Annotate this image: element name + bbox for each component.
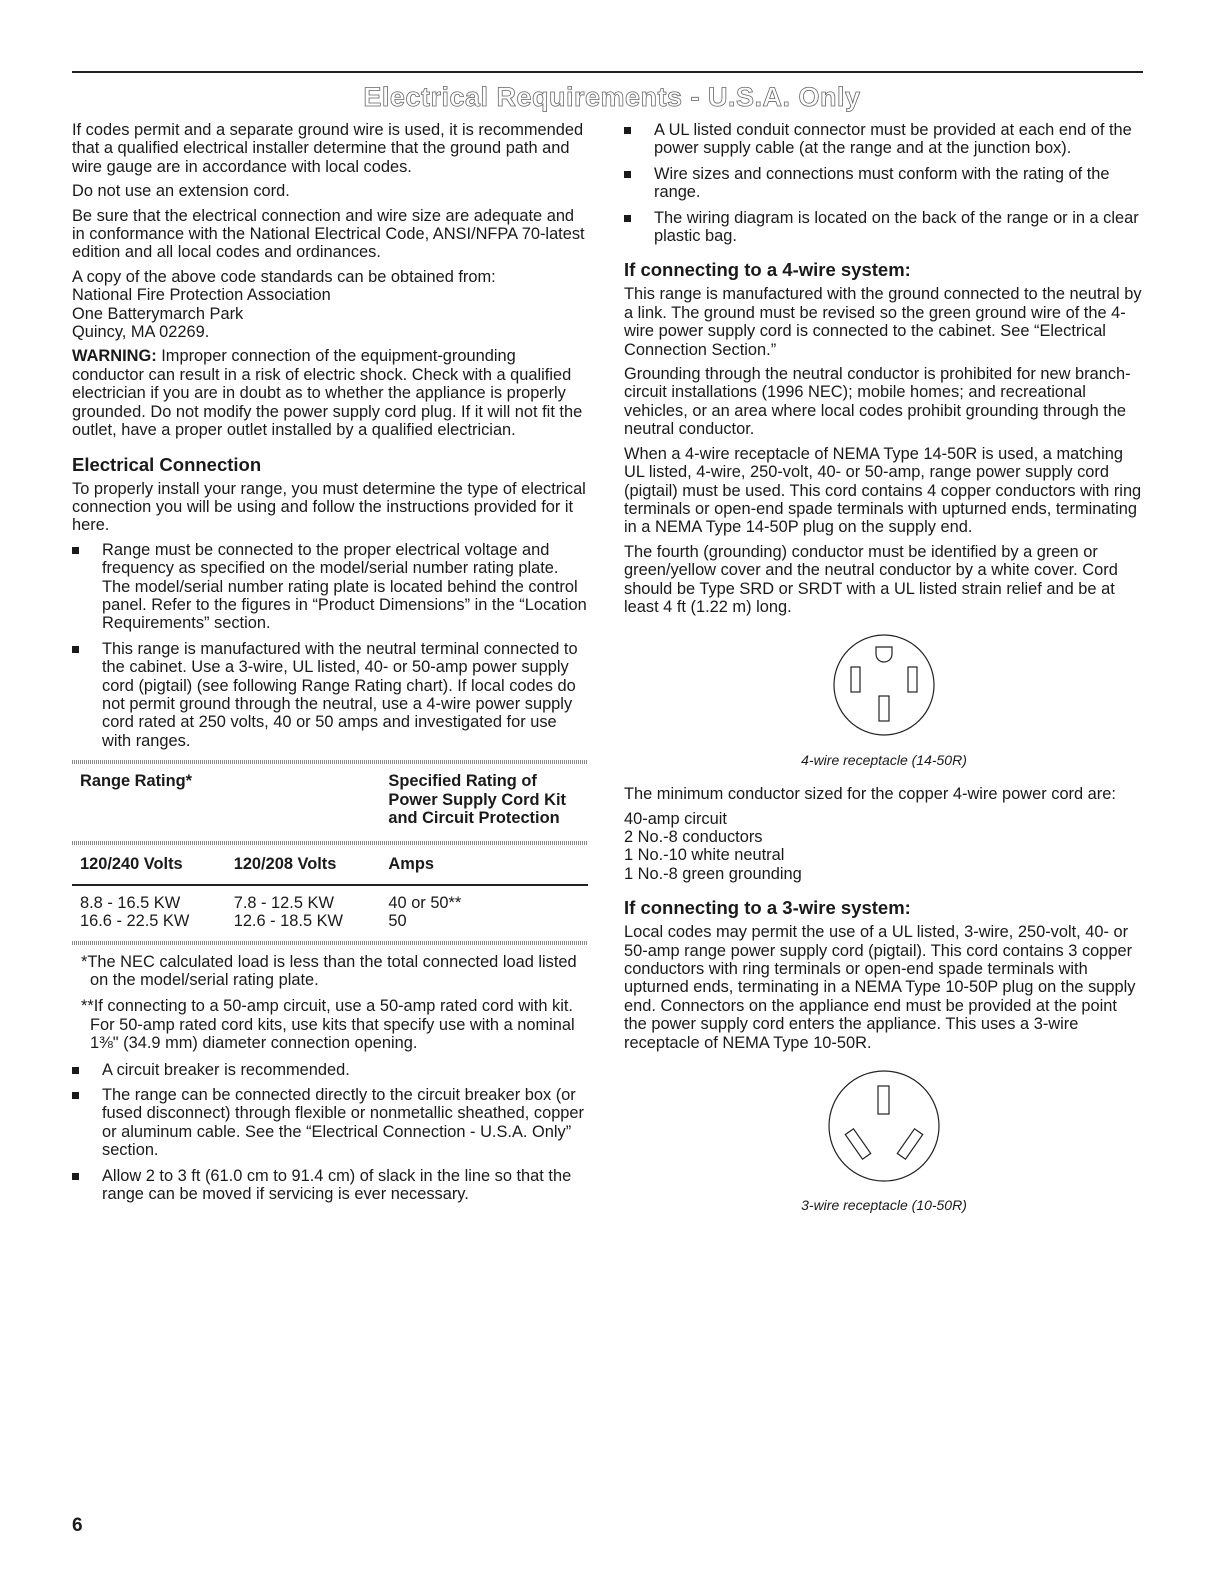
- top-rule: [72, 71, 1143, 73]
- bullet-square-icon: [72, 1067, 79, 1074]
- bullet-square-icon: [72, 646, 79, 653]
- bullet-text: The range can be connected directly to the circuit breaker box (or fused disconnect) through flexible or nonmetallic sheathed, copper or aluminum cable. See the “Electrical Connection - U.S.A. Only” section.: [102, 1086, 584, 1160]
- three-wire-receptacle-icon: [824, 1066, 944, 1186]
- section-intro: To properly install your range, you must determine the type of electrical connection you will be using and follow the instructions provided for it here.: [72, 479, 586, 535]
- list-item: 2 No.-8 conductors: [624, 827, 763, 846]
- four-wire-receptacle-figure: [624, 630, 1144, 744]
- table-head-specified-rating: Specified Rating of Power Supply Cord Kit and Circuit Protection: [388, 772, 566, 827]
- table-column-row: [72, 855, 588, 873]
- table-hatch-rule: [72, 841, 588, 845]
- table-cell: 7.8 - 12.5 KW: [233, 893, 334, 912]
- table-head-range-rating: Range Rating*: [80, 772, 193, 791]
- bullet-text: The wiring diagram is located on the back of the range or in a clear plastic bag.: [654, 208, 1139, 246]
- min-conductor-intro: The minimum conductor sized for the copper 4-wire power cord are:: [624, 785, 1116, 804]
- bullet-square-icon: [624, 215, 631, 222]
- bullet-text: Wire sizes and connections must conform with the rating of the range.: [654, 164, 1110, 202]
- warning-text: Improper connection of the equipment-grounding conductor can result in a risk of electric shock. Check with a qualified electrician if you are in doubt as to whether the appliance is properly grounded. Do not modify the power supply cord plug. If it will not fit the outlet, have a proper outlet installed by a qualified electrician.: [72, 347, 583, 440]
- table-cell: 8.8 - 16.5 KW: [80, 893, 181, 912]
- table-footnote: *The NEC calculated load is less than the total connected load listed on the model/serial rating plate.: [81, 952, 577, 990]
- list-item: 40-amp circuit: [624, 809, 727, 828]
- bullet-item: [72, 1167, 588, 1204]
- bullet-item: [72, 640, 588, 750]
- bullet-square-icon: [624, 127, 631, 134]
- electrical-connection-heading: Electrical Connection: [72, 453, 262, 475]
- table-rule: [72, 884, 588, 886]
- bullet-text: This range is manufactured with the neutral terminal connected to the cabinet. Use a 3-wire, UL listed, 40- or 50-amp power supply cord (pigtail) (see following Range Rating chart). If local codes do not permit ground through the neutral, use a 4-wire power supply cord rated at 250 volts, 40 or 50 amps and investigated for use with ranges.: [102, 639, 578, 750]
- bullet-item: [624, 209, 1144, 246]
- three-wire-heading: If connecting to a 3-wire system:: [624, 897, 911, 919]
- four-wire-caption: 4-wire receptacle (14-50R): [801, 751, 967, 768]
- table-footnote: **If connecting to a 50-amp circuit, use a 50-amp rated cord with kit. For 50-amp rated cord kits, use kits that specify use with a nominal 1⅜" (34.9 mm) diameter connection opening.: [81, 997, 575, 1053]
- table-hatch-rule: [72, 760, 588, 764]
- three-wire-caption: 3-wire receptacle (10-50R): [801, 1197, 967, 1214]
- three-wire-paragraph: Local codes may permit the use of a UL listed, 3-wire, 250-volt, 40- or 50-amp range power supply cord (pigtail). This cord contains 3 copper conductors with ring terminals or open-end spade terminals with upturned ends, terminating in a NEMA Type 10-50P plug on the supply end. Connectors on the appliance end must be provided at the point the power supply cord enters the appliance. This uses a 3-wire receptacle of NEMA Type 10-50R.: [624, 923, 1136, 1052]
- bullet-text: Range must be connected to the proper electrical voltage and frequency as specified on the model/serial number rating plate. The model/serial number rating plate is located behind the control panel. Refer to the figures in “Product Dimensions” in the “Location Requirements” section.: [102, 540, 587, 633]
- bullet-item: [72, 1061, 588, 1079]
- table-cell: 50: [388, 912, 407, 931]
- table-row: [72, 912, 588, 930]
- table-column-header: Amps: [388, 855, 434, 874]
- page-number: 6: [72, 1515, 83, 1536]
- bullet-text: A circuit breaker is recommended.: [102, 1060, 350, 1079]
- address-line: National Fire Protection Association: [72, 286, 331, 305]
- address-line: A copy of the above code standards can be obtained from:: [72, 267, 496, 286]
- address-line: Quincy, MA 02269.: [72, 323, 210, 342]
- bullet-text: Allow 2 to 3 ft (61.0 cm to 91.4 cm) of slack in the line so that the range can be moved if servicing is ever necessary.: [102, 1166, 572, 1204]
- table-cell: 16.6 - 22.5 KW: [80, 912, 190, 931]
- intro-paragraph: Be sure that the electrical connection and wire size are adequate and in conformance with the National Electrical Code, ANSI/NFPA 70-latest edition and all local codes and ordinances.: [72, 206, 585, 262]
- intro-paragraph: If codes permit and a separate ground wire is used, it is recommended that a qualified electrical installer determine that the ground path and wire gauge are in accordance with local codes.: [72, 121, 584, 176]
- code-address: [72, 268, 588, 342]
- warning-paragraph: [72, 347, 588, 439]
- table-row: [72, 894, 588, 912]
- address-line: One Batterymarch Park: [72, 304, 244, 323]
- table-hatch-rule: [72, 941, 588, 945]
- table-body: [72, 894, 588, 931]
- bullet-square-icon: [624, 171, 631, 178]
- three-wire-receptacle-figure: [624, 1066, 1144, 1190]
- bullet-square-icon: [72, 547, 79, 554]
- four-wire-paragraph: The fourth (grounding) conductor must be identified by a green or green/yellow cover and the neutral conductor by a white cover. Cord should be Type SRD or SRDT with a UL listed strain relief and be at least 4 ft (1.22 m) long.: [624, 542, 1118, 616]
- bullet-item: [72, 1086, 588, 1160]
- list-item: 1 No.-10 white neutral: [624, 846, 785, 865]
- bullet-item: [72, 541, 588, 633]
- intro-paragraph: Do not use an extension cord.: [72, 182, 290, 201]
- page-title: Electrical Requirements - U.S.A. Only: [363, 82, 861, 112]
- four-wire-paragraph: Grounding through the neutral conductor is prohibited for new branch-circuit installations (1996 NEC); mobile homes; and recreational vehicles, or an area where local codes prohibit grounding through the neutral conductor.: [624, 365, 1131, 439]
- four-wire-paragraph: This range is manufactured with the ground connected to the neutral by a link. The ground must be revised so the green ground wire of the 4-wire power supply cord is connected to the cabinet. See “Electrical Connection Section.”: [624, 285, 1142, 359]
- right-column: [624, 121, 1144, 1231]
- warning-label: WARNING:: [72, 347, 157, 366]
- bullet-square-icon: [72, 1173, 79, 1180]
- bullet-item: [624, 121, 1144, 158]
- table-column-header: 120/208 Volts: [233, 855, 337, 874]
- bullet-item: [624, 165, 1144, 202]
- four-wire-receptacle-icon: [829, 630, 939, 740]
- min-conductor-list: [624, 810, 1144, 884]
- table-cell: 40 or 50**: [388, 893, 462, 912]
- table-cell: 12.6 - 18.5 KW: [233, 912, 344, 931]
- bullet-square-icon: [72, 1092, 79, 1099]
- four-wire-paragraph: When a 4-wire receptacle of NEMA Type 14-50R is used, a matching UL listed, 4-wire, 250-volt, 40- or 50-amp, range power supply cord (pigtail) must be used. This cord contains 4 copper conductors with ring terminals or open-end spade terminals with upturned ends, terminating in a NEMA Type 14-50P plug on the supply end.: [624, 444, 1142, 537]
- four-wire-heading: If connecting to a 4-wire system:: [624, 259, 911, 281]
- bullet-text: A UL listed conduit connector must be provided at each end of the power supply cable (at the range and at the junction box).: [654, 121, 1132, 158]
- left-column: [72, 121, 588, 1211]
- range-rating-table: [72, 760, 588, 944]
- table-column-header: 120/240 Volts: [80, 855, 183, 874]
- list-item: 1 No.-8 green grounding: [624, 864, 802, 883]
- table-header-row: [72, 772, 588, 827]
